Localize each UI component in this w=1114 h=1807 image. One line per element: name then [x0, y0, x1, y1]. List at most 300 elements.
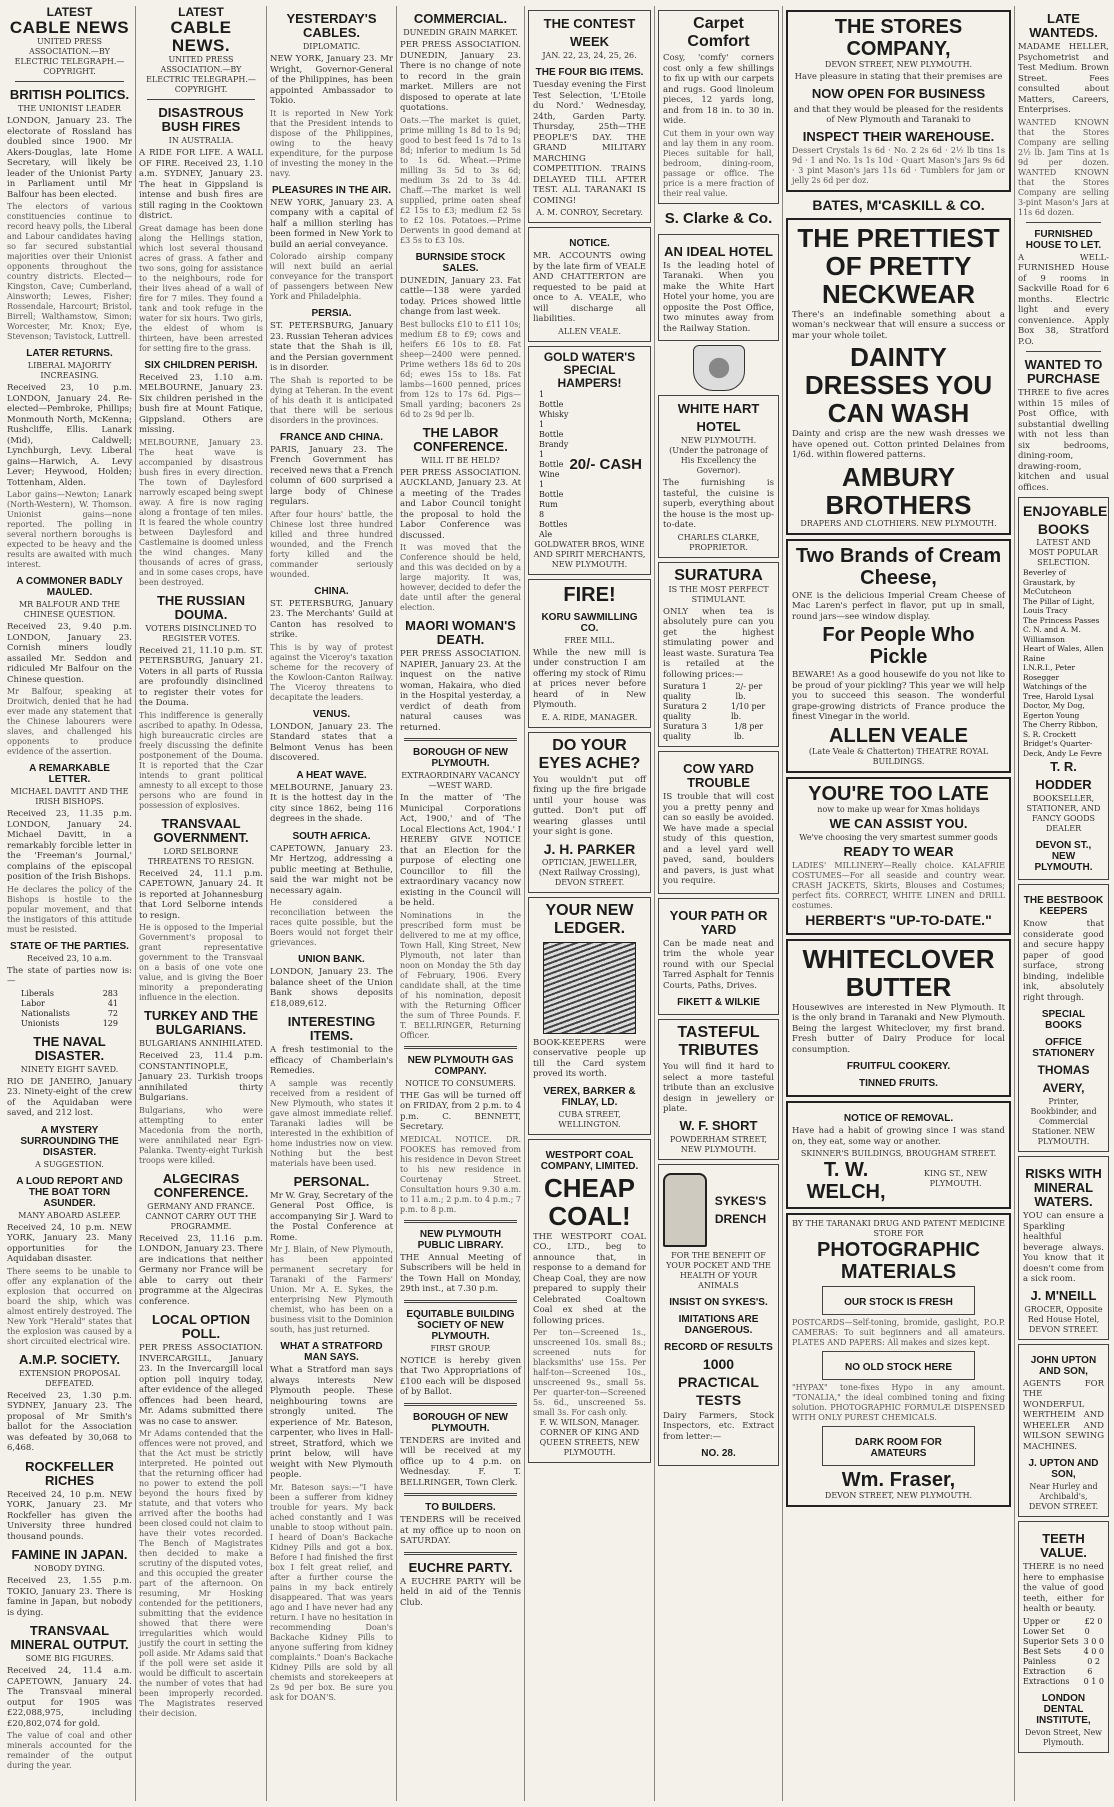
ad-head: TASTEFUL TRIBUTES [677, 1024, 760, 1059]
book-item: Watchings of the Tree, Harold Lysal [1023, 682, 1094, 701]
tea-price: 2/- per lb. [735, 682, 763, 701]
notice [400, 1309, 521, 1398]
ad-big: READY TO WEAR [843, 843, 954, 859]
ad-head: RISKS WITH MINERAL WATERS. [1025, 1166, 1102, 1209]
ad-head: FIRE! [563, 583, 616, 606]
ad-body: THREE to five acres within 15 miles of Post Office, with substantial dwelling with not less than six bedrooms, dining-room, drawing-room, kitchen and usual offices. [1018, 388, 1109, 493]
notice-body: THE Gas will be turned off on FRIDAY, from 2 p.m. to 4 p.m. C. BENNETT, Secretary. [400, 1090, 521, 1132]
ad-sub2: (Under the patronage of His Excellency the Governor). [669, 446, 768, 475]
article-sub: BULGARIANS ANNIHILATED. [139, 1039, 263, 1048]
table-row [663, 722, 774, 742]
notice-body: TENDERS will be received at my office up to noon on SATURDAY. [400, 1515, 521, 1546]
filler-text: WANTED KNOWN that the Stores Company are selling 2½ lb. Jam Tins at 1s 9d per dozen. WANTED KNOWN that the Stores Company are selling 3-pint Mason's Jars at 11s 6d dozen. [1018, 117, 1109, 217]
article-body: Received 23, 1.10 a.m. MELBOURNE, January 23. Six children perished in the bush fire at Mount Fatique, Gippsland. Others are missing. [139, 372, 263, 435]
ad-contest-week [528, 10, 651, 223]
article-sub: MR BALFOUR AND THE CHINESE QUESTION. [18, 600, 121, 619]
ad-wanted-purchase [1018, 358, 1109, 493]
ad-addr: DEVON ST., NEW PLYMOUTH. [1034, 840, 1093, 873]
ad-head: LATE WANTEDS. [1029, 11, 1098, 40]
table-row [663, 682, 774, 702]
ad-firm: ALLEN VEALE [829, 724, 968, 747]
ad-upton-son [1018, 1344, 1109, 1518]
ad-sub2: FREE MILL. [564, 635, 615, 645]
article-head: TRANSVAAL GOVERNMENT. [153, 815, 249, 845]
rule [404, 1046, 517, 1049]
ad-head: Two Brands of Cream Cheese, [795, 544, 1002, 589]
filler-text: Mr Adams contended that the offences were not proved, and that the Act must be strictly interpreted. He pointed out that the returning officer had no power to extend the poll beyond the hours fixed by statute, and that voters who arrived after the booths had been closed could not claim to have their votes recorded. The Bench of Magistrates then decided to make a scrutiny of the disputed votes, and this occupied the greater part of the afternoon. On resuming, Mr Hosking contended for the petitioners, submitting that the evidence showed that there were irregularities which would justify the court in setting the poll aside. Mr Adams said that if the poll were set aside it would be difficult to ascertain the number of votes that had been improperly recorded. The Magistrates reserved their decision. [139, 1429, 263, 1718]
stock-box [822, 1426, 975, 1466]
article [7, 576, 132, 685]
notice [400, 1561, 521, 1609]
ad-big: NOW OPEN FOR BUSINESS [811, 85, 986, 101]
ad-sub: SKINNER'S BUILDINGS, BROUGHAM STREET. [800, 1149, 997, 1158]
ad-head: YOU'RE TOO LATE [808, 782, 989, 805]
ad-firm: J. M'NEILL [1030, 1287, 1097, 1303]
table-row [21, 989, 118, 999]
column-cable-news-1 [4, 6, 135, 1801]
filler-text: Mr. Bateson says:—"I have been a sufferer from kidney trouble for years. My back ached constantly and I was unable to stoop without pain. I heard of Doan's Backache Kidney Pills and got a box. Before I had finished the first box I felt great relief, and after a further course the pains in my back entirely disappeared. That was years ago and I have never had any return. I have no hesitation in recommending Doan's Backache Kidney Pills to anyone suffering from kidney complaints." Doan's Backache Kidney Pills are sold by all chemists and storekeepers at 2s 9d per box. Be sure you ask for DOAN'S. [270, 1482, 393, 1702]
filler-text: He is opposed to the Imperial Government's proposal to grant representative government to the Transvaal on a basis of one vote one value, and is giving the Boer minority a preponderating influence in the election. [139, 923, 263, 1002]
ad-firm-sub: BOOKSELLER, STATIONER, AND FANCY GOODS DEALER [1026, 794, 1101, 833]
ad-head: WHITECLOVER BUTTER [802, 943, 995, 1002]
ad-head: Carpet Comfort [687, 15, 750, 50]
article-sub: DIPLOMATIC. [302, 42, 361, 51]
ad-body: While the new mill is under construction I am offering my stock of Rimu at prices never before heard of in New Plymouth. [533, 647, 646, 710]
ad-body: THERE is no need here to emphasise the value of good teeth, either for health or beauty. [1023, 1562, 1104, 1614]
article [270, 1341, 393, 1481]
filler-text: After four hours' battle, the Chinese lost three hundred killed and three hundred wounded, and the French forty killed and the commander seriously wounded. [270, 509, 393, 579]
ad-firm-sub: (Late Veale & Chatterton) THEATRE ROYAL BUILDINGS. [808, 746, 989, 766]
article [270, 185, 393, 251]
table-row [663, 702, 774, 722]
ad-head: THE CONTEST WEEK [543, 16, 636, 49]
ad-head: NOTICE OF REMOVAL. [843, 1113, 954, 1124]
article-head: CHINA. [314, 585, 349, 597]
ad-head: JOHN UPTON AND SON, [1030, 1354, 1097, 1377]
party-name: Liberals [21, 988, 54, 998]
ad-whiteclover [786, 939, 1011, 1098]
article-body: Received 24, 11.1 p.m. CAPETOWN, January 24. It is reported at Johannesburg that Lord Selborne intends to resign. [139, 868, 263, 921]
ad-body: A WELL-FURNISHED House of 9 rooms in Sackville Road for 6 months. Electric light and every convenience. Apply Box 38, Stratford P.O. [1018, 252, 1109, 347]
article-body: ST. PETERSBURG, January 23. Russian Teheran advices state that the Shah is ill, and the Persian government is in disorder. [270, 321, 393, 373]
ad-firm-sub: KING ST., NEW PLYMOUTH. [923, 1169, 988, 1188]
article-head: LATER RETURNS. [26, 348, 113, 359]
ad-firm: FIKETT & WILKIE [677, 997, 760, 1008]
price-label: Best Sets [1023, 1646, 1062, 1656]
ad-firm: J. H. PARKER [543, 840, 636, 857]
ad-head: THE PRETTIEST OF PRETTY NECKWEAR [797, 222, 1000, 309]
ad-head: YOUR PATH OR YARD [669, 907, 768, 937]
ad-head: NOTICE. [569, 238, 610, 249]
article-head: DISASTROUS BUSH FIRES [158, 105, 244, 134]
article [270, 1175, 393, 1244]
ad-cow-yard [658, 751, 779, 894]
ad-body: Have pleasure in stating that their premises are [794, 72, 1003, 82]
column-commercial [396, 6, 524, 1801]
article-body: Received 21, 11.10 p.m. ST. PETERSBURG, January 21. Voters in all parts of Russia are profoundly disinclined to register their votes for the Douma. [139, 645, 263, 708]
article-body: DUNEDIN, January 23. Fat cattle—138 were yarded today. Prices showed little change from last week. [400, 275, 521, 317]
filler-text: Colorado airship company will next build an aerial conveyance for the transport of passengers between New York and Philadelphia. [270, 252, 393, 301]
article-sub: IN AUSTRALIA. [168, 136, 234, 145]
article-sub: Received 23, 10 a.m. [27, 953, 112, 963]
price-value: 0 1 0 [1083, 1676, 1104, 1686]
ad-body: YOU can ensure a Sparkling healthful beverage always. You know that it doesn't come from a sick room. [1023, 1211, 1104, 1284]
article-sub: MANY ABOARD ASLEEP. [18, 1210, 121, 1220]
ad-head: DO YOUR EYES ACHE? [538, 736, 641, 772]
article-body: Mr W. Gray, Secretary of the General Post Office, is accompanying Sir J. Ward to the Postal Conference at Rome. [270, 1190, 393, 1243]
article-sub: SOME BIG FIGURES. [25, 1654, 114, 1663]
article-head: FRANCE AND CHINA. [280, 431, 383, 443]
price-label: Extractions [1023, 1676, 1070, 1686]
ad-firm-sub: CUBA STREET, WELLINGTON. [558, 1109, 621, 1129]
ad-firm: AMBURY BROTHERS [825, 461, 972, 520]
article [400, 426, 521, 542]
article-head: SOUTH AFRICA. [292, 830, 371, 842]
ad-ideal-hotel [658, 234, 779, 342]
article [139, 360, 263, 436]
filler-text: MEDICAL NOTICE. DR. FOOKES has removed from his residence in Devon Street to his new residence in Courtenay Street. Consultation hours 9.30 a.m. to 11 a.m.; 2 p.m. to 4 p.m.; 7 p.m. to 8 p.m. [400, 1134, 521, 1214]
article-sub: NINETY EIGHT SAVED. [20, 1064, 119, 1074]
ad-sub: FRUITFUL COOKERY. [846, 1061, 951, 1072]
article-body: NEW YORK, January 23. Mr Wright, Governor-General of the Philippines, has been appointed Ambassador to Tokio. [270, 54, 393, 106]
ad-herberts [786, 777, 1011, 935]
party-count: 41 [107, 998, 118, 1008]
article-head: THE NAVAL DISASTER. [33, 1033, 106, 1063]
notice-body: NOTICE is hereby given that Two Appropriations of £100 each will be disposed of by Ballot. [400, 1355, 521, 1397]
ad-body: Can be made neat and trim the whole year round with our Special Tarred Asphalt for Tennis Courts, Paths, Drives. [663, 938, 774, 991]
filler-text: There seems to be unable to offer any explanation of the explosion that occurred on board the ship, which was almost entirely destroyed. The New York "Herald" states that the explosion was caused by a short circuited electrical wire. [7, 1266, 132, 1346]
article [7, 88, 132, 200]
column-classifieds [1014, 6, 1112, 1801]
article-sub: DUNEDIN GRAIN MARKET. [403, 28, 518, 37]
article [139, 1009, 263, 1104]
article-body: PER PRESS ASSOCIATION. AUCKLAND, January 23. At a meeting of the Trades and Labor Council tonight the proposal to hold the Labor Conference was discussed. [400, 467, 521, 541]
firm-row [792, 1159, 1005, 1203]
drench-bottle-illustration [663, 1173, 707, 1247]
table-row [1023, 1657, 1104, 1677]
article-head: PLEASURES IN THE AIR. [271, 184, 392, 196]
ad-firm-sub: DEVON STREET, NEW PLYMOUTH. [824, 1491, 973, 1500]
table-row [21, 1019, 118, 1029]
article-head: BRITISH POLITICS. [9, 87, 130, 102]
filler-text: Best bullocks £10 to £11 10s; medium £8 to £9; cows and heifers £6 10s to £8. Fat sheep—2400 were penned. Prime wethers 18s 6d to 20s 6d; ewes 15s to 18s. Fat lambs—1600 penned, prices from 12s to 17s 6d. Pigs—Small yarding; baconers 2s 6d to 2s 9d per lb. [400, 319, 521, 419]
ad-big: WE CAN ASSIST YOU. [829, 815, 968, 831]
filler-text: It was moved that the Conference should be held, and this was decided on by a large majority. It was, however, decided to defer the date until after the general election. [400, 543, 521, 612]
ad-big: CHEAP COAL! [543, 1172, 635, 1231]
article [400, 12, 521, 114]
ad-bestbook-keepers [1018, 884, 1109, 1152]
article-head: ALGECIRAS CONFERENCE. [153, 1170, 249, 1200]
royal-crest-illustration [693, 345, 745, 391]
article [270, 586, 393, 641]
book-item: The Pillar of Light, Louis Tracy [1023, 596, 1095, 615]
card-cabinet-illustration [543, 942, 636, 1034]
ad-firm-sub: POWDERHAM STREET, NEW PLYMOUTH. [669, 1134, 768, 1154]
hamper-price: 20/- CASH [569, 455, 642, 473]
article-body: PER PRESS ASSOCIATION. INVERCARGILL, January 23. In the Invercargill local option poll inquiry today, after evidence of the alleged offences had been heard, Mr. Adams submitted there was no case to answer. [139, 1343, 263, 1427]
hamper-row [533, 390, 646, 540]
ad-sign: E. A. RIDE, MANAGER. [541, 712, 638, 722]
box-text: OUR STOCK IS FRESH [844, 1297, 953, 1308]
article-body: What a Stratford man says always interests New Plymouth people. These neighbouring towns are strongly united. The experience of Mr. Bateson, carpenter, who lives in Hall-street, Stratford, which we print below, will have weight with New Plymouth people. [270, 1365, 393, 1480]
article-sub: NOBODY DYING. [34, 1564, 105, 1573]
article [270, 432, 393, 508]
article [7, 1125, 132, 1170]
ad-body: We've choosing the very smartest summer goods [799, 832, 998, 842]
masthead-line-2: CABLE NEWS. [170, 18, 232, 55]
article-head: A REMARKABLE LETTER. [29, 763, 110, 785]
article-head: LOCAL OPTION POLL. [152, 1312, 250, 1341]
ad-firm: LONDON DENTAL INSTITUTE, [1036, 1692, 1091, 1726]
ad-head: WESTPORT COAL COMPANY, LIMITED. [540, 1149, 639, 1172]
rule [15, 81, 124, 82]
book-item: Bridget's Quarter-Deck, Andy Le Fevre [1023, 739, 1102, 758]
article-head: COMMERCIAL. [413, 11, 508, 26]
ad-head: SURATURA [674, 566, 763, 584]
article [270, 770, 393, 825]
notice-sub: EXTRAORDINARY VACANCY—WEST WARD. [401, 771, 520, 790]
ad-addr: CORNER OF KING AND QUEEN STREETS, NEW PLYMOUTH. [539, 1428, 640, 1457]
article-body: Received 23, 1.30 p.m. SYDNEY, January 23. The proposal of Mr Smith's ballot for the Association was defeated by 30,068 to 6,468. [7, 1390, 132, 1453]
ad-photographic [786, 1213, 1011, 1507]
article-body: LONDON, January 23. The balance sheet of the Union Bank shows deposits £18,089,612. [270, 967, 393, 1009]
filler-text: This is by way of protest against the Viceroy's taxation scheme for the recovery of the Kowloon-Canton Railway. The Viceroy threatens to decapitate the leaders. [270, 642, 393, 702]
article [400, 619, 521, 733]
ad-bates-mccaskill: BATES, M'CASKILL & CO. [812, 196, 985, 213]
ad-suratura [658, 562, 779, 748]
ad-firm: GOLDWATER BROS, WINE AND SPIRIT MERCHANTS, NEW PLYMOUTH. [533, 539, 646, 569]
article-head: THE LABOR CONFERENCE. [413, 424, 508, 454]
rule [404, 1552, 517, 1555]
box-text: NO OLD STOCK HERE [844, 1362, 953, 1373]
article [7, 1035, 132, 1119]
filler-text: POSTCARDS—Self-toning, bromide, gaslight, P.O.P. CAMERAS: To suit beginners and all amateurs. PLATES AND PAPERS: All makes and sizes kept. [792, 1318, 1005, 1347]
ad-firm-sub: DRAPERS AND CLOTHIERS. NEW PLYMOUTH. [800, 518, 997, 528]
article-body: PER PRESS ASSOCIATION. NAPIER, January 23. At the inquest on the native woman, Hakaira, who died in the Hospital yesterday, a verdict of death from natural causes was returned. [400, 649, 521, 733]
article-body: Received 24, 10 p.m. NEW YORK, January 23. Mr Rockfeller has given the University three hundred thousand pounds. [7, 1489, 132, 1542]
notice-head: TO BUILDERS. [425, 1502, 496, 1513]
table-row [21, 999, 118, 1009]
ad-firm: T. W. WELCH, [806, 1159, 886, 1203]
article-head: YESTERDAY'S CABLES. [286, 11, 377, 40]
article [7, 1624, 132, 1729]
masthead-sub: UNITED PRESS ASSOCIATION.—BY ELECTRIC TELEGRAPH.—COPYRIGHT. [14, 37, 125, 76]
filler-text: Dessert Crystals 1s 6d · No. 2 2s 6d · 2½ lb tins 1s 9d · 1 and No. 1s 1s 10d · Quart Mason's Jars 9s 6d · 3 pint Mason's jars 11s 6d · Tumblers for jam or jelly 2s 6d per doz. [792, 145, 1005, 185]
notice-body: In the matter of 'The Municipal Corporations Act, 1900,' and of 'The Local Elections Act, 1904.' I HEREBY GIVE NOTICE that an Election for the purpose of electing one Councillor to fill the extraordinary vacancy now existing in the Council will be held. [400, 793, 521, 908]
tea-price: 1/10 per lb. [731, 702, 766, 721]
notice-sub: NOTICE TO CONSUMERS. [405, 1078, 516, 1088]
notice-head: NEW PLYMOUTH PUBLIC LIBRARY. [417, 1228, 504, 1251]
article-body: Received 23, 1.55 p.m. TOKIO, January 23. There is famine in Japan, but nobody is dying. [7, 1576, 132, 1618]
article [139, 817, 263, 922]
article [270, 954, 393, 1009]
table-row [1023, 1677, 1104, 1687]
ad-tag: INSIST ON SYKES'S. [669, 1296, 768, 1308]
ad-num: NO. 28. [701, 1448, 736, 1459]
party-count: 129 [102, 1018, 118, 1028]
filler-text: Bulgarians, who were attempting to enter Macedonia from the north, were annihilated near Egri-Palanka. Twenty-eight Turkish troops were killed. [139, 1105, 263, 1165]
filler-text: The value of coal and other minerals accounted for the remainder of the output during the year. [7, 1731, 132, 1770]
column-cable-news-2 [135, 6, 266, 1801]
notice [400, 1412, 521, 1489]
article-head: WHAT A STRATFORD MAN SAYS. [280, 1341, 383, 1363]
ad-body: BOOK-KEEPERS were conservative people up till the Card system proved its worth. [533, 1037, 646, 1079]
masthead-line-2: CABLE NEWS [9, 18, 130, 37]
rule [147, 99, 255, 100]
filler-text: A sample was recently received from a resident of New Plymouth, who states it gave almost immediate relief. Taranaki ladies will be interested in the exhibition of home industries now on view. Nothing but the best materials have been used. [270, 1078, 393, 1168]
article-body: Received 23, 11.16 p.m. LONDON, January 23. There are indications that neither Germany nor France will be able to carry out their programme at the Algeciras conference. [139, 1233, 263, 1307]
article-head: A HEAT WAVE. [296, 769, 367, 781]
article-body: NEW YORK, January 23. A company with a capital of half a million sterling has been formed in New York to build an aerial conveyance. [270, 197, 393, 250]
article-body: Received 23, 11.35 p.m. LONDON, January 24. Michael Davitt, in a remarkably forcible letter in the 'Freeman's Journal,' complains of the episcopal position of the Irish Bishops. [7, 809, 132, 882]
filler-text: Per ton—Screened 1s., unscreened 10s. small 8s.; screened nuts for blacksmiths' use 15s. Per half-ton—Screened 10s., unscreened 9s., small 5s. Per quarter-ton—Screened 5s. 6d., unscreened 5s. small 3s. For cash only. [533, 1328, 646, 1417]
book-list [1023, 568, 1104, 758]
article [7, 1176, 132, 1265]
article-body: PER PRESS ASSOCIATION. DUNEDIN, January 23. There is no change of note to record in the grain market. Millers are not disposed to operate at late quotations. [400, 40, 521, 113]
party-count: 72 [107, 1008, 118, 1018]
ad-head: GOLD WATER'S SPECIAL HAMPERS! [543, 349, 636, 390]
ad-head: DAINTY DRESSES YOU CAN WASH [804, 342, 993, 428]
ad-stores-company [786, 10, 1011, 192]
article-head: A COMMONER BADLY MAULED. [16, 576, 123, 598]
ad-sub: TINNED FRUITS. [859, 1078, 938, 1089]
notice [400, 747, 521, 909]
book-item: The Cherry Ribbon, S. R. Crockett [1023, 720, 1098, 739]
ad-head: ENJOYABLE BOOKS [1023, 503, 1108, 537]
ad-head: FURNISHED HOUSE TO LET. [1025, 228, 1102, 251]
ad-sub: DEVON STREET, NEW PLYMOUTH. [824, 60, 973, 69]
party-count: 283 [102, 988, 118, 998]
article-head: UNION BANK. [298, 954, 365, 965]
sykes-row [663, 1169, 774, 1251]
column-yesterday-cables [266, 6, 396, 1801]
ad-big: INSPECT THEIR WAREHOUSE. [802, 128, 995, 144]
article-body: Received 23, 10 p.m. LONDON, January 24. Re-elected—Pembroke, Phillips; Monmouth North, McKenna; Rushcliffe, Ellis. Lanark (Mid), Caldwell; Lynchburgh, Levy. Liberal gains—Harwich, A. Levy Lever; Heywood, Holden; Tottenham, Alden. [7, 383, 132, 488]
table-row [1023, 1647, 1104, 1657]
ad-body: Dairy Farmers, Stock Inspectors, etc. Extract from letter:— [663, 1410, 774, 1442]
ad-body: There's an indefinable something about a woman's neckwear that will ensure a success or mar your whole toilet. [792, 309, 1005, 341]
article [139, 1172, 263, 1308]
notice [400, 1502, 521, 1547]
article-sub: A SUGGESTION. [35, 1159, 104, 1169]
hamper-item: 8 Bottles Ale [539, 509, 568, 539]
article-sub: GERMANY AND FRANCE. CANNOT CARRY OUT THE PROGRAMME. [145, 1201, 257, 1231]
ad-white-hart-hotel [658, 395, 779, 558]
article-head: PERSIA. [311, 308, 352, 319]
ad-body: The furnishing is tasteful, the cuisine is superb, everything about the house is the most up-to-date. [663, 478, 774, 530]
stock-box [822, 1351, 975, 1380]
article [270, 1015, 393, 1077]
ad-head: AN IDEAL HOTEL [664, 243, 773, 259]
filler-text: Mr J. Blain, of New Plymouth, has been appointed permanent secretary for Taranaki of the Farmers' Union. Mr A. E. Sykes, the enterprising New Plymouth chemist, who has been on a business visit to the Dominion south, has just returned. [270, 1245, 393, 1334]
article [7, 941, 132, 1029]
article-head: PERSONAL. [293, 1173, 370, 1189]
article [400, 252, 521, 318]
ad-firm: Wm. Fraser, [841, 1469, 956, 1491]
filler-text: Oats.—The market is quiet, prime milling 1s 8d to 1s 9d; good to best feed 1s 7d to 1s 8d; inferior to medium 1s 5d to 1s 6d. Wheat.—Prime milling 3s 5d to 3s 6d; medium 3s 2d to 3s 4d. Chaff.—The market is well supplied, prime oaten sheaf £2 15s to £3; medium £2 5s to £2 10s. Potatoes.—Prime Derwents in good demand at £3 5s to £3 10s. [400, 115, 521, 245]
notice-head: BOROUGH OF NEW PLYMOUTH. [413, 1411, 508, 1434]
ad-ledger [528, 897, 651, 1135]
book-item: Heart of Wales, Allen Raine [1023, 644, 1104, 663]
ad-body: ONE is the delicious Imperial Cream Cheese of Mac Laren's perfect in flavor, put up in small, round jars—see window display. [792, 590, 1005, 622]
ad-body: Is the leading hotel of Taranaki. When you make the White Hart Hotel your home, you are opposite the Post Office, two minutes away from the Railway Station. [663, 260, 774, 334]
ad-sub: OFFICE STATIONERY [1032, 1037, 1095, 1059]
ad-sub: LATEST AND MOST POPULAR SELECTION. [1028, 538, 1099, 567]
article [7, 348, 132, 488]
ad-head: WANTED TO PURCHASE [1024, 357, 1103, 386]
notice-body: TENDERS are invited and will be received at my office up to 4 p.m. on Wednesday. F. T. BELLRINGER, Town Clerk. [400, 1435, 521, 1488]
article-head: STATE OF THE PARTIES. [10, 940, 129, 952]
price-label: Upper or Lower Set [1023, 1616, 1065, 1636]
ad-veale-grocer [786, 539, 1011, 773]
ad-head: THE STORES COMPANY, [834, 16, 963, 60]
party-name: Labor [21, 998, 45, 1008]
book-item: Doctor, My Dog, Egerton Young [1023, 701, 1085, 720]
notice [400, 1229, 521, 1295]
ad-body: Cosy, 'comfy' corners cost only a few shillings to fix up with our carpets and rugs. Good linoleum pieces, 12 yards long, and from 18 in. to 30 in. wide. [663, 53, 774, 126]
article [270, 831, 393, 897]
article-body: LONDON, January 23. The Standard states that a Belmont Venus has been discovered. [270, 721, 393, 763]
rule [1026, 351, 1101, 352]
filler-text: Cut them in your own way and lay them in any room. Pieces suitable for hall, bedroom, dining-room, passage or office. The price is a mere fraction of their real value. [663, 128, 774, 198]
ad-sign: ALLEN VEALE. [558, 326, 621, 336]
rule [404, 1493, 517, 1496]
rule [1026, 222, 1101, 223]
article [139, 594, 263, 709]
hamper-item: 1 Bottle Wine [539, 449, 564, 479]
column-ads-2 [654, 6, 782, 1801]
ad-enjoyable-books [1018, 497, 1109, 880]
price-value: 4 0 0 [1083, 1646, 1104, 1656]
stock-box [822, 1286, 975, 1315]
article-sub: MICHAEL DAVITT AND THE IRISH BISHOPS. [10, 787, 129, 806]
article-body: Received 23, 9.40 p.m. LONDON, January 23. Cornish miners loudly assailed Mr. Seddon and ridiculed Mr Balfour on the Chinese question. [7, 622, 132, 685]
party-name: Unionists [21, 1018, 60, 1028]
hamper-item: 1 Bottle Brandy [539, 419, 569, 449]
article-head: TRANSVAAL MINERAL OUTPUT. [10, 1623, 129, 1652]
ad-carpet-comfort [658, 10, 779, 204]
article-body: ST. PETERSBURG, January 23. The Merchants' Guild at Canton has resolved to strike. [270, 598, 393, 640]
book-item: The Princess Passes [1023, 615, 1100, 625]
rule [404, 1220, 517, 1223]
ad-head: SYKES'S DRENCH [714, 1193, 767, 1226]
filler-text: Labor gains—Newton; Lanark (North-Western), W. Thomson. Unionist gains—none reported. The polling in several northern boroughs is expected to be heavy and the results are awaited with much interest. [7, 490, 132, 569]
ad-firm: T. R. HODDER [1035, 759, 1092, 792]
article [7, 1353, 132, 1454]
table-row [1023, 1617, 1104, 1637]
column-ads-3 [782, 6, 1014, 1801]
article-head: TURKEY AND THE BULGARIANS. [143, 1008, 259, 1037]
article-head: A LOUD REPORT AND THE BOAT TORN ASUNDER. [16, 1175, 123, 1209]
ad-body: MR. ACCOUNTS owing by the late firm of VEALE AND CHATTERTON are requested to be paid at once to A. VEALE, who will discharge all liabilities. [533, 251, 646, 324]
parties-table [21, 989, 118, 1029]
filler-text: Nominations in the prescribed form must be delivered to me at my office, Town Hall, King Street, New Plymouth, not later than noon on Monday the 5th day of February, 1906. Every candidate shall, at the time of his nomination, deposit with the Returning Officer the sum of Three Pounds. F. T. BELLRINGER, Returning Officer. [400, 910, 521, 1040]
ad-firm-sub: OPTICIAN, JEWELLER, (Next Railway Crossing), DEVON STREET. [538, 857, 641, 887]
article-head: A MYSTERY SURROUNDING THE DISASTER. [20, 1124, 119, 1158]
article-body: A fresh testimonial to the efficacy of Chamberlain's Remedies. [270, 1045, 393, 1076]
ad-tributes [658, 1019, 779, 1160]
article-body: PARIS, January 23. The French Government has received news that a French column of 600 surprised a large body of Chinese regulars. [270, 444, 393, 507]
article [270, 12, 393, 107]
book-item: C. N. and A. M. Williamson [1023, 625, 1081, 644]
table-row [1023, 1637, 1104, 1647]
ad-head: For People Who Pickle [822, 624, 975, 668]
ad-body: Tuesday evening the First Test Selection, 'L'Etoile du Nord.' Wednesday, 24th, Garden Party. Thursday, 25th—THE PEOPLE'S DAY. THE GRAND MILITARY MARCHING COMPETITION. TRAINS DELAYED TILL AFTER TEST. ALL TARANAKI IS COMING! [533, 80, 646, 206]
article-body: LONDON, January 23. The electorate of Rossland has doubled since 1900. Mr Akers-Douglas, late Home Secretary, will likely be leader of the Unionist Party in Parliament until Mr Balfour has been elected. [7, 116, 132, 200]
article [7, 1460, 132, 1543]
ad-tag: FOR THE BENEFIT OF YOUR POCKET AND THE HEALTH OF YOUR ANIMALS [666, 1250, 771, 1290]
article-head: THE RUSSIAN DOUMA. [156, 592, 246, 622]
